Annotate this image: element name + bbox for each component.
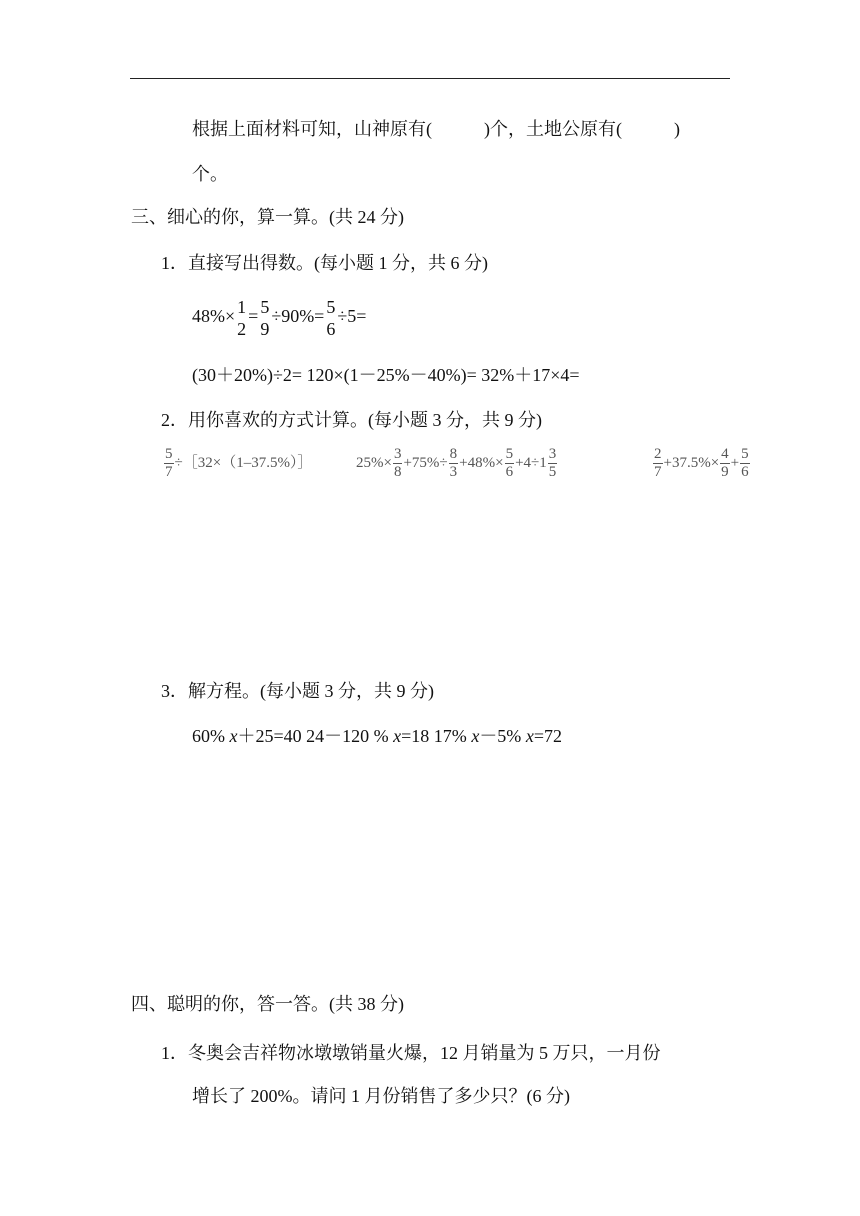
fraction-numerator: 5 bbox=[326, 297, 336, 317]
q1-expr2: (30＋20%)÷2= 120×(1－25%－40%)= 32%＋17×4= bbox=[192, 365, 580, 385]
eq-part-e: =72 bbox=[533, 726, 562, 746]
fraction-5-7 bbox=[164, 446, 174, 481]
materials-conclusion-line bbox=[192, 117, 680, 141]
q2-expr2-part-a: 25%× bbox=[356, 454, 392, 471]
eq-part-d: －5% bbox=[479, 726, 526, 746]
conclusion-text-b: )个，土地公原有( bbox=[484, 119, 622, 139]
q2-expr1 bbox=[163, 446, 312, 481]
q3-equations bbox=[192, 724, 562, 748]
fraction-1-2 bbox=[236, 296, 247, 340]
header-rule bbox=[130, 78, 730, 79]
fraction-5-6 bbox=[740, 446, 750, 481]
fraction-numerator: 5 bbox=[505, 446, 514, 462]
fraction-numerator: 8 bbox=[449, 446, 458, 462]
q2-expr2-part-d: +4÷1 bbox=[515, 454, 547, 471]
fraction-denominator: 6 bbox=[741, 464, 749, 480]
fraction-4-9 bbox=[720, 446, 730, 481]
q3-title: 3．解方程。(每小题 3 分，共 9 分) bbox=[161, 681, 434, 701]
fraction-5-9 bbox=[259, 296, 270, 340]
expr1-part-c: ÷90%= bbox=[271, 306, 325, 327]
fraction-numerator: 3 bbox=[548, 446, 557, 462]
fraction-denominator: 7 bbox=[654, 464, 662, 480]
fraction-numerator: 5 bbox=[165, 446, 173, 462]
expr1-part-d: ÷5= bbox=[337, 306, 367, 327]
eq-part-b: ＋25=40 24－120 % bbox=[237, 726, 394, 746]
s4-q1-line1: 1．冬奥会吉祥物冰墩墩销量火爆，12 月销量为 5 万只，一月份 bbox=[161, 1043, 661, 1063]
q2-title: 2．用你喜欢的方式计算。(每小题 3 分，共 9 分) bbox=[161, 410, 542, 430]
conclusion-text-c: ) bbox=[674, 119, 680, 139]
q1-expr1 bbox=[192, 296, 366, 340]
q2-expr3-part-a: +37.5%× bbox=[663, 454, 720, 471]
fraction-denominator: 3 bbox=[449, 464, 458, 480]
section3-heading: 三、细心的你，算一算。(共 24 分) bbox=[131, 207, 404, 227]
fraction-denominator: 9 bbox=[721, 464, 729, 480]
expr1-part-b: = bbox=[248, 306, 259, 327]
fraction-numerator: 4 bbox=[721, 446, 729, 462]
q2-expr2-part-b: +75%÷ bbox=[403, 454, 448, 471]
fraction-2-7 bbox=[653, 446, 663, 481]
fraction-denominator: 8 bbox=[393, 464, 402, 480]
fraction-numerator: 5 bbox=[260, 297, 270, 317]
fraction-3-8 bbox=[393, 446, 403, 481]
fraction-denominator: 5 bbox=[548, 464, 557, 480]
expr1-part-a: 48%× bbox=[192, 306, 236, 327]
fraction-numerator: 2 bbox=[654, 446, 662, 462]
q2-expr3-part-b: + bbox=[730, 454, 740, 471]
s4-q1-line2: 增长了 200%。请问 1 月份销售了多少只？(6 分) bbox=[192, 1086, 570, 1106]
fraction-5-6 bbox=[505, 446, 515, 481]
q2-expr3 bbox=[652, 446, 751, 481]
fraction-denominator: 6 bbox=[326, 319, 336, 339]
variable-x: x bbox=[471, 726, 480, 746]
q2-expr1-rest: ÷［32×（1–37.5%）］ bbox=[174, 454, 313, 471]
fraction-denominator: 7 bbox=[165, 464, 173, 480]
fraction-numerator: 3 bbox=[393, 446, 402, 462]
variable-x: x bbox=[229, 726, 238, 746]
fraction-denominator: 2 bbox=[237, 319, 247, 339]
variable-x: x bbox=[525, 726, 534, 746]
conclusion-line2: 个。 bbox=[192, 164, 228, 184]
eq-part-a: 60% bbox=[192, 726, 230, 746]
eq-part-c: =18 17% bbox=[401, 726, 472, 746]
section4-heading: 四、聪明的你，答一答。(共 38 分) bbox=[131, 994, 404, 1014]
fraction-5-6 bbox=[325, 296, 336, 340]
fraction-3-5 bbox=[548, 446, 558, 481]
fraction-denominator: 9 bbox=[260, 319, 270, 339]
conclusion-text-a: 根据上面材料可知，山神原有( bbox=[192, 119, 432, 139]
variable-x: x bbox=[393, 726, 402, 746]
q2-expr2 bbox=[356, 446, 558, 481]
q1-title: 1．直接写出得数。(每小题 1 分，共 6 分) bbox=[161, 253, 488, 273]
fraction-8-3 bbox=[449, 446, 459, 481]
q2-expr2-part-c: +48%× bbox=[459, 454, 504, 471]
fraction-numerator: 1 bbox=[237, 297, 247, 317]
fraction-numerator: 5 bbox=[741, 446, 749, 462]
fraction-denominator: 6 bbox=[505, 464, 514, 480]
